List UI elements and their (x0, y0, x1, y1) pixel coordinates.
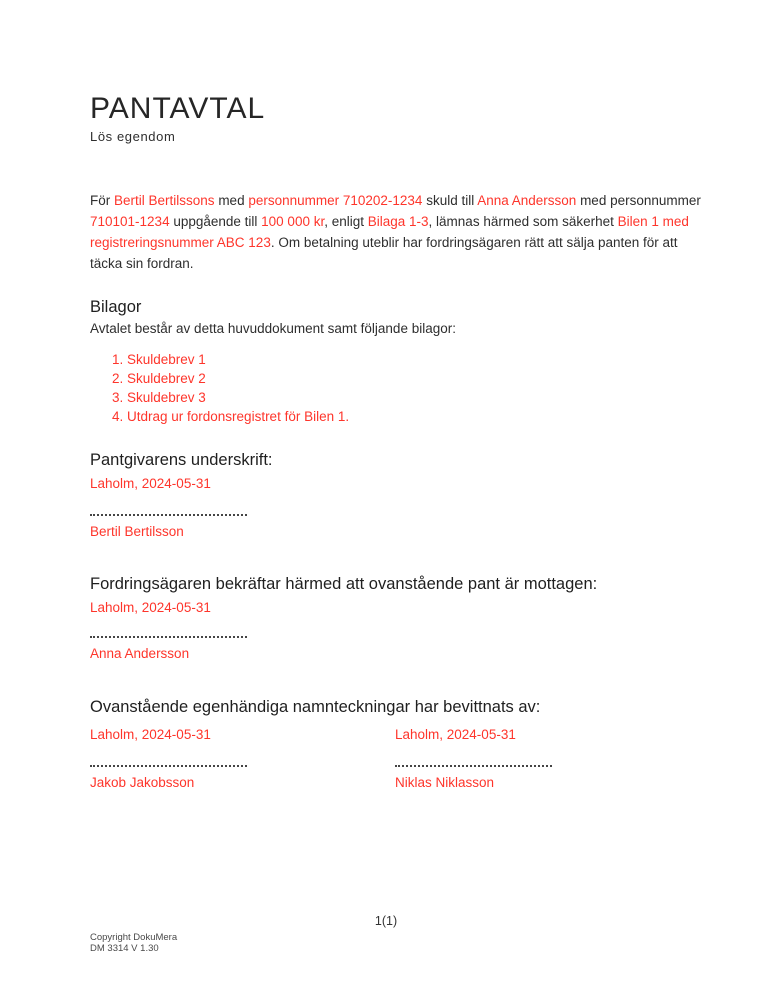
intro-filled-value: Anna Andersson (477, 193, 577, 208)
intro-static-text: För (90, 193, 115, 208)
attachments-heading: Bilagor (90, 298, 142, 316)
signature-line (90, 508, 247, 516)
footer-meta (90, 932, 177, 954)
intro-filled-value: Bilen 1 med registreringsnummer ABC 123 (90, 214, 689, 250)
attachment-item: 4. Utdrag ur fordonsregistret för Bilen 1. (127, 410, 704, 424)
creditor-heading: Fordringsägaren bekräftar härmed att ovanstående pant är mottagen: (90, 575, 598, 593)
attachment-item: 2. Skuldebrev 2 (127, 372, 704, 386)
intro-static-text: med (214, 193, 249, 208)
page-number: 1(1) (374, 914, 398, 928)
intro-static-text: med personnummer (576, 193, 701, 208)
attachment-item: 1. Skuldebrev 1 (127, 353, 704, 367)
witness-right-place-date: Laholm, 2024-05-31 (395, 727, 516, 742)
pledgor-heading: Pantgivarens underskrift: (90, 451, 273, 469)
witness-left (90, 721, 395, 791)
page-title: PANTAVTAL (90, 92, 266, 125)
signature-line (395, 759, 552, 767)
document-content (90, 92, 704, 791)
intro-static-text: , lämnas härmed som säkerhet (428, 214, 618, 229)
witnesses-heading: Ovanstående egenhändiga namnteckningar har bevittnats av: (90, 698, 541, 716)
intro-static-text: . Om betalning uteblir har fordringsägaren rätt att sälja panten för att täcka sin fordran. (90, 235, 678, 271)
creditor-place-date: Laholm, 2024-05-31 (90, 600, 211, 615)
witness-left-place-date: Laholm, 2024-05-31 (90, 727, 211, 742)
intro-filled-value: 100 000 kr (261, 214, 325, 229)
witness-right-name: Niklas Niklasson (395, 775, 495, 790)
intro-paragraph (90, 190, 704, 274)
intro-static-text: , enligt (324, 214, 368, 229)
intro-filled-value: personnummer 710202-1234 (248, 193, 423, 208)
intro-filled-value: 710101-1234 (90, 214, 170, 229)
attachments-list (90, 353, 704, 424)
creditor-name: Anna Andersson (90, 646, 190, 661)
intro-static-text: skuld till (422, 193, 478, 208)
witnesses-row (90, 721, 704, 791)
intro-static-text: uppgående till (169, 214, 262, 229)
page-subtitle: Lös egendom (90, 129, 176, 144)
witness-left-name: Jakob Jakobsson (90, 775, 195, 790)
attachments-lead: Avtalet består av detta huvuddokument samt följande bilagor: (90, 321, 456, 336)
witness-right (395, 721, 704, 791)
pledgor-place-date: Laholm, 2024-05-31 (90, 476, 211, 491)
attachment-item: 3. Skuldebrev 3 (127, 391, 704, 405)
footer-version: DM 3314 V 1.30 (90, 943, 159, 954)
intro-filled-value: Bilaga 1-3 (367, 214, 429, 229)
intro-filled-value: Bertil Bertilssons (114, 193, 215, 208)
pledgor-name: Bertil Bertilsson (90, 524, 184, 539)
signature-line (90, 630, 247, 638)
footer-copyright: Copyright DokuMera (90, 932, 178, 943)
signature-line (90, 759, 247, 767)
